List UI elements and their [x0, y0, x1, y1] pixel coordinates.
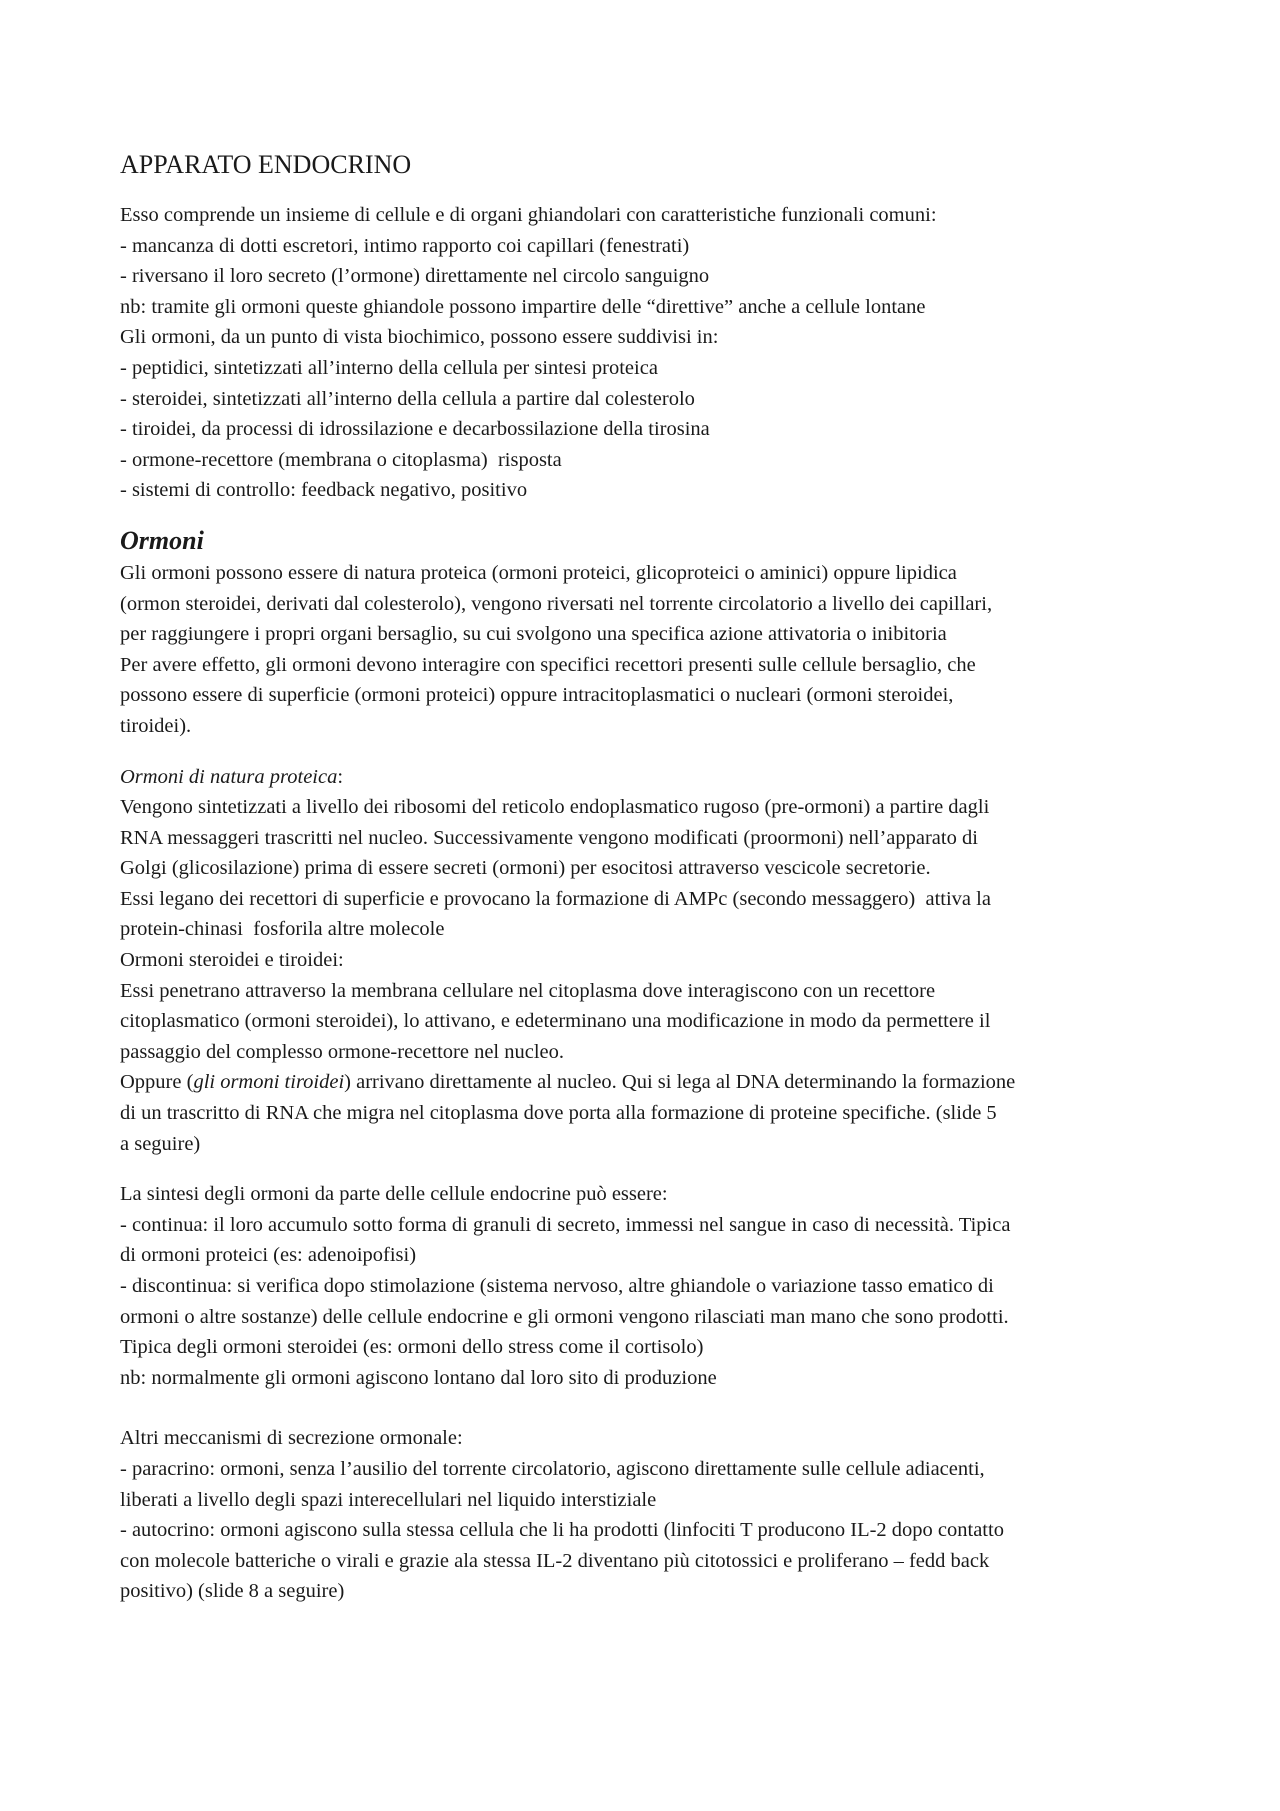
text-line: Gli ormoni, da un punto di vista biochimico, possono essere suddivisi in: — [120, 326, 719, 349]
text-line: - ormone-recettore (membrana o citoplasma) risposta — [120, 448, 562, 471]
text-line: Altri meccanismi di secrezione ormonale: — [120, 1427, 463, 1450]
text-line: Golgi (glicosilazione) prima di essere secreti (ormoni) per esocitosi attraverso vescicole secretorie. — [120, 857, 931, 880]
text-line: positivo) (slide 8 a seguire) — [120, 1580, 345, 1603]
text-line: - paracrino: ormoni, senza l’ausilio del torrente circolatorio, agiscono direttamente sulle cellule adiacenti, — [120, 1457, 985, 1480]
text-line: - mancanza di dotti escretori, intimo rapporto coi capillari (fenestrati) — [120, 234, 690, 257]
text-line: ormoni o altre sostanze) delle cellule endocrine e gli ormoni vengono rilasciati man mano che sono prodotti. — [120, 1305, 1009, 1328]
text-line: La sintesi degli ormoni da parte delle cellule endocrine può essere: — [120, 1183, 668, 1206]
text-line: Essi penetrano attraverso la membrana cellulare nel citoplasma dove interagiscono con un recettore — [120, 979, 936, 1002]
subheading-line — [120, 762, 1170, 793]
subheading-colon: : — [337, 765, 344, 788]
text-line: Vengono sintetizzati a livello dei ribosomi del reticolo endoplasmatico rugoso (pre-ormoni) a partire dagli — [120, 796, 990, 819]
text-line: - sistemi di controllo: feedback negativo, positivo — [120, 479, 528, 502]
spacer — [120, 1159, 1170, 1179]
section-heading-ormoni: Ormoni — [120, 525, 204, 555]
sintesi-section — [120, 1179, 1170, 1393]
text-line — [120, 1067, 1170, 1098]
text-line: passaggio del complesso ormone-recettore nel nucleo. — [120, 1040, 565, 1063]
page-title: APPARATO ENDOCRINO — [120, 150, 412, 179]
text-line: - riversano il loro secreto (l’ormone) direttamente nel circolo sanguigno — [120, 265, 710, 288]
text-line: RNA messaggeri trascritti nel nucleo. Successivamente vengono modificati (proormoni) nell’apparato di — [120, 826, 978, 849]
proteica-section — [120, 762, 1170, 1160]
text-line: (ormon steroidei, derivati dal colesterolo), vengono riversati nel torrente circolatorio a livello dei capillari, — [120, 592, 993, 615]
text-line: nb: tramite gli ormoni queste ghiandole possono impartire delle “direttive” anche a cellule lontane — [120, 295, 926, 318]
document-body — [120, 148, 1170, 1607]
text-fragment: ) arrivano direttamente al nucleo. Qui si lega al DNA determinando la formazione — [344, 1071, 1016, 1094]
text-line: di un trascritto di RNA che migra nel citoplasma dove porta alla formazione di proteine specifiche. (slide 5 — [120, 1102, 997, 1125]
text-line: possono essere di superficie (ormoni proteici) oppure intracitoplasmatici o nucleari (ormoni steroidei, — [120, 684, 954, 707]
ormoni-paragraph — [120, 558, 1170, 742]
text-fragment: Oppure ( — [120, 1071, 194, 1094]
text-line: a seguire) — [120, 1132, 201, 1155]
text-line: - autocrino: ormoni agiscono sulla stessa cellula che li ha prodotti (linfociti T producono IL-2 dopo contatto — [120, 1519, 1004, 1542]
text-line: citoplasmatico (ormoni steroidei), lo attivano, e edeterminano una modificazione in modo da permettere il — [120, 1010, 991, 1033]
text-line: con molecole batteriche o virali e grazie ala stessa IL-2 diventano più citotossici e proliferano – fedd back — [120, 1549, 990, 1572]
text-line: protein-chinasi fosforila altre molecole — [120, 918, 445, 941]
emphasis-tiroidei: gli ormoni tiroidei — [193, 1071, 345, 1094]
altri-section — [120, 1423, 1170, 1607]
text-line: - discontinua: si verifica dopo stimolazione (sistema nervoso, altre ghiandole o variazione tasso ematico di — [120, 1275, 994, 1297]
text-line: - tiroidei, da processi di idrossilazione e decarbossilazione della tirosina — [120, 418, 710, 441]
text-line: Gli ormoni possono essere di natura proteica (ormoni proteici, glicoproteici o aminici) oppure lipidica — [120, 561, 957, 584]
spacer — [120, 742, 1170, 762]
text-line: per raggiungere i propri organi bersaglio, su cui svolgono una specifica azione attivatoria o inibitoria — [120, 623, 947, 646]
text-line: - continua: il loro accumulo sotto forma di granuli di secreto, immessi nel sangue in caso di necessità. Tipica — [120, 1213, 1011, 1236]
text-line: Ormoni steroidei e tiroidei: — [120, 949, 344, 972]
text-line: liberati a livello degli spazi interecellulari nel liquido interstiziale — [120, 1488, 657, 1511]
text-line: - peptidici, sintetizzati all’interno della cellula per sintesi proteica — [120, 356, 658, 379]
spacer — [120, 1393, 1170, 1423]
intro-section — [120, 200, 1170, 506]
subheading-proteica: Ormoni di natura proteica — [120, 765, 338, 788]
text-line: Per avere effetto, gli ormoni devono interagire con specifici recettori presenti sulle cellule bersaglio, che — [120, 653, 976, 676]
text-line: Tipica degli ormoni steroidei (es: ormoni dello stress come il cortisolo) — [120, 1336, 704, 1359]
text-line: - steroidei, sintetizzati all’interno della cellula a partire dal colesterolo — [120, 387, 695, 410]
text-line: Essi legano dei recettori di superficie e provocano la formazione di AMPc (secondo messaggero) attiva la — [120, 887, 991, 910]
text-line: Esso comprende un insieme di cellule e di organi ghiandolari con caratteristiche funzionali comuni: — [120, 204, 937, 226]
text-line: nb: normalmente gli ormoni agiscono lontano dal loro sito di produzione — [120, 1366, 717, 1389]
text-line: tiroidei). — [120, 714, 192, 737]
text-line: di ormoni proteici (es: adenoipofisi) — [120, 1244, 417, 1267]
